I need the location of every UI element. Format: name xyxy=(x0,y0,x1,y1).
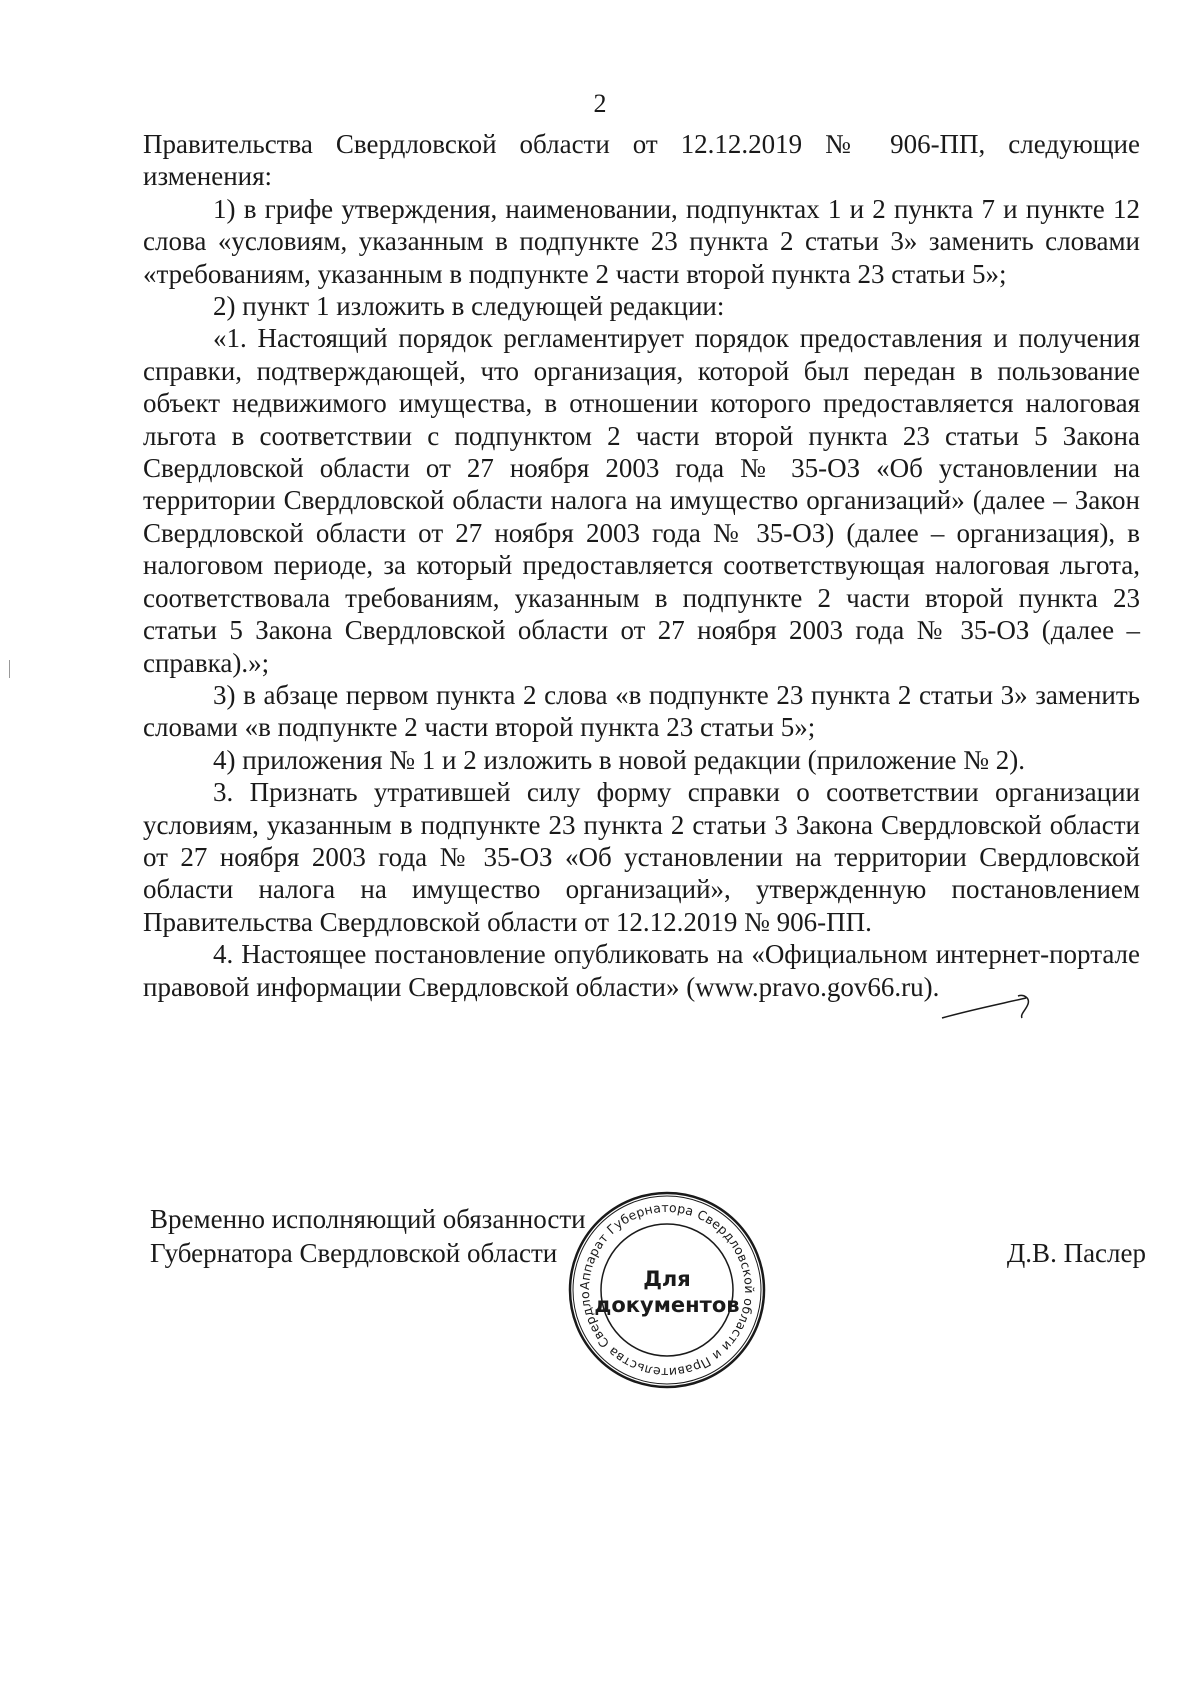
signer-name: Д.В. Паслер xyxy=(1006,1238,1146,1268)
signer-position xyxy=(150,1202,586,1270)
paragraph-item-4: 4) приложения № 1 и 2 изложить в новой редакции (приложение № 2). xyxy=(213,744,1026,775)
paragraph-quoted-clause: «1. Настоящий порядок регламентирует порядок предоставления и получения справки, подтверждающей, что организация, которой был передан в пользование объект недвижимого имущества, в отношении которого предоставляется налоговая льгота в соответствии с подпунктом 2 части второй пункта 23 статьи 5 Закона Свердловской области от 27 ноября 2003 года № 35-ОЗ «Об установлении на территории Свердловской области налога на имущество организаций» (далее – Закон Свердловской области от 27 ноября 2003 года № 35-ОЗ) (далее – организация), в налоговом периоде, за который предоставляется соответствующая налоговая льгота, соответствовала требованиям, указанным в подпункте 2 части второй пункта 23 статьи 5 Закона Свердловской области от 27 ноября 2003 года № 35-ОЗ (далее – справка).»; xyxy=(143,323,1140,678)
seal-center xyxy=(567,1190,767,1390)
seal-ring-text: Аппарат Губернатора Свердловской области и Правительства Свердло xyxy=(576,1199,758,1381)
document-body xyxy=(143,128,1140,1003)
paragraph-clause-3: 3. Признать утратившей силу форму справки о соответствии организации условиям, указанным в подпункте 23 пункта 2 статьи 3 Закона Свердловской области от 27 ноября 2003 года № 35-ОЗ «Об установлении на территории Свердловской области налога на имущество организаций», утвержденную постановлением Правительства Свердловской области от 12.12.2019 № 906-ПП. xyxy=(143,777,1140,937)
signer-position-line-2: Губернатора Свердловской области xyxy=(150,1238,558,1268)
paragraph-continuation: Правительства Свердловской области от 12.12.2019 № 906-ПП, следующие изменения: xyxy=(143,129,1140,192)
handwritten-mark-icon xyxy=(940,992,1050,1022)
signer-position-line-1: Временно исполняющий обязанности xyxy=(150,1204,586,1234)
official-seal xyxy=(567,1190,767,1390)
margin-mark-icon xyxy=(8,660,11,678)
paragraph-clause-4: 4. Настоящее постановление опубликовать на «Официальном интернет-портале правовой информации Свердловской области» (www.pravo.gov66.ru). xyxy=(143,939,1140,1002)
seal-center-line-1: Для xyxy=(643,1267,691,1291)
seal-center-line-2: документов xyxy=(594,1293,740,1317)
paragraph-item-1: 1) в грифе утверждения, наименовании, подпунктах 1 и 2 пункта 7 и пункте 12 слова «условиям, указанным в подпункте 23 пункта 2 статьи 3» заменить словами «требованиям, указанным в подпункте 2 части второй пункта 23 статьи 5»; xyxy=(143,193,1140,289)
page-number: 2 xyxy=(593,89,607,118)
paragraph-item-3: 3) в абзаце первом пункта 2 слова «в подпункте 23 пункта 2 статьи 3» заменить словами «в подпункте 2 части второй пункта 23 статьи 5»; xyxy=(143,679,1140,743)
paragraph-item-2: 2) пункт 1 изложить в следующей редакции: xyxy=(213,291,725,322)
